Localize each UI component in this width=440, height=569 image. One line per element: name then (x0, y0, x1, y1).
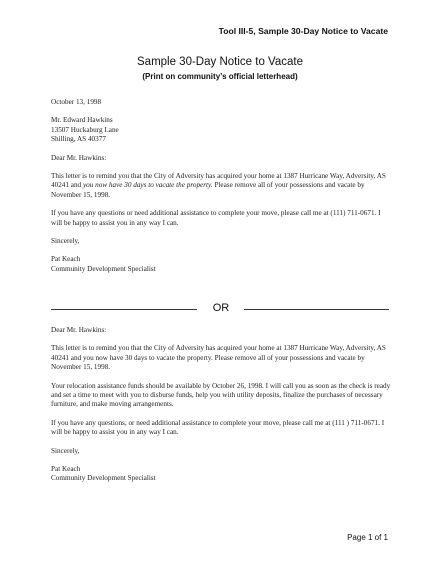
salutation: Dear Mr. Hawkins: (51, 326, 107, 334)
salutation: Dear Mr. Hawkins: (51, 153, 107, 162)
separator-rule-right (244, 309, 389, 310)
closing: Sincerely, (51, 446, 80, 455)
letter-paragraph: If you have any questions or need additional assistance to complete your move, please call me at (111) 711-0671. I will be happy to assist you in any way I can. (51, 209, 381, 227)
signature-block (51, 255, 391, 274)
recipient-name: Mr. Edward Hawkins (51, 116, 113, 125)
closing: Sincerely, (51, 237, 80, 246)
recipient-city: Shilling, AS 40377 (51, 135, 106, 144)
signer-title: Community Development Specialist (51, 474, 156, 483)
paragraph-text: This letter is to remind you that the City of Adversity has acquired your home at 1387 Hurricane Way, Adversity, AS 40241 and (51, 172, 386, 190)
signature-block (51, 465, 391, 484)
letter-paragraph: Your relocation assistance funds should be available by October 26, 1998. I will call you as soon as the check is ready and set a time to meet with you to disburse funds, help you with utility deposits, finalize the purchases of necessary furniture, and make moving arrangements. (51, 381, 391, 409)
letter-version-1 (51, 98, 391, 283)
letter-paragraph: If you have any questions, or need additional assistance to complete your move, please call me at (111 ) 711-0671. I will be happy to assist you in any way I can. (51, 418, 385, 437)
signer-name: Pat Keach (51, 255, 81, 264)
separator-rule-left (51, 309, 197, 310)
letter-paragraph: This letter is to remind you that the City of Adversity has acquired your home at 1387 Hurricane Way, Adversity, AS 40241 and you now have 30 days to vacate the property. Please remove all of your possessions and vacate by November 15, 1998. (51, 344, 386, 372)
or-separator (51, 302, 389, 316)
document-title: Sample 30-Day Notice to Vacate (137, 56, 303, 68)
recipient-street: 13507 Huckaburg Lane (51, 125, 119, 134)
recipient-address (51, 116, 391, 144)
emphasized-text: you now have 30 days to vacate the property. (82, 181, 213, 190)
letter-date: October 13, 1998 (51, 98, 102, 106)
page-number: Page 1 of 1 (347, 533, 388, 542)
tool-header: Tool III-5, Sample 30-Day Notice to Vacate (218, 26, 388, 36)
letter-paragraph (51, 172, 391, 200)
letter-version-2 (51, 326, 391, 493)
signer-title: Community Development Specialist (51, 264, 156, 273)
document-subtitle: (Print on community’s official letterhead) (142, 72, 298, 81)
signer-name: Pat Keach (51, 465, 81, 474)
paragraph-text: Please remove all of your possessions and vacate by November 15, 1998. (51, 181, 365, 199)
or-label: OR (212, 302, 230, 314)
